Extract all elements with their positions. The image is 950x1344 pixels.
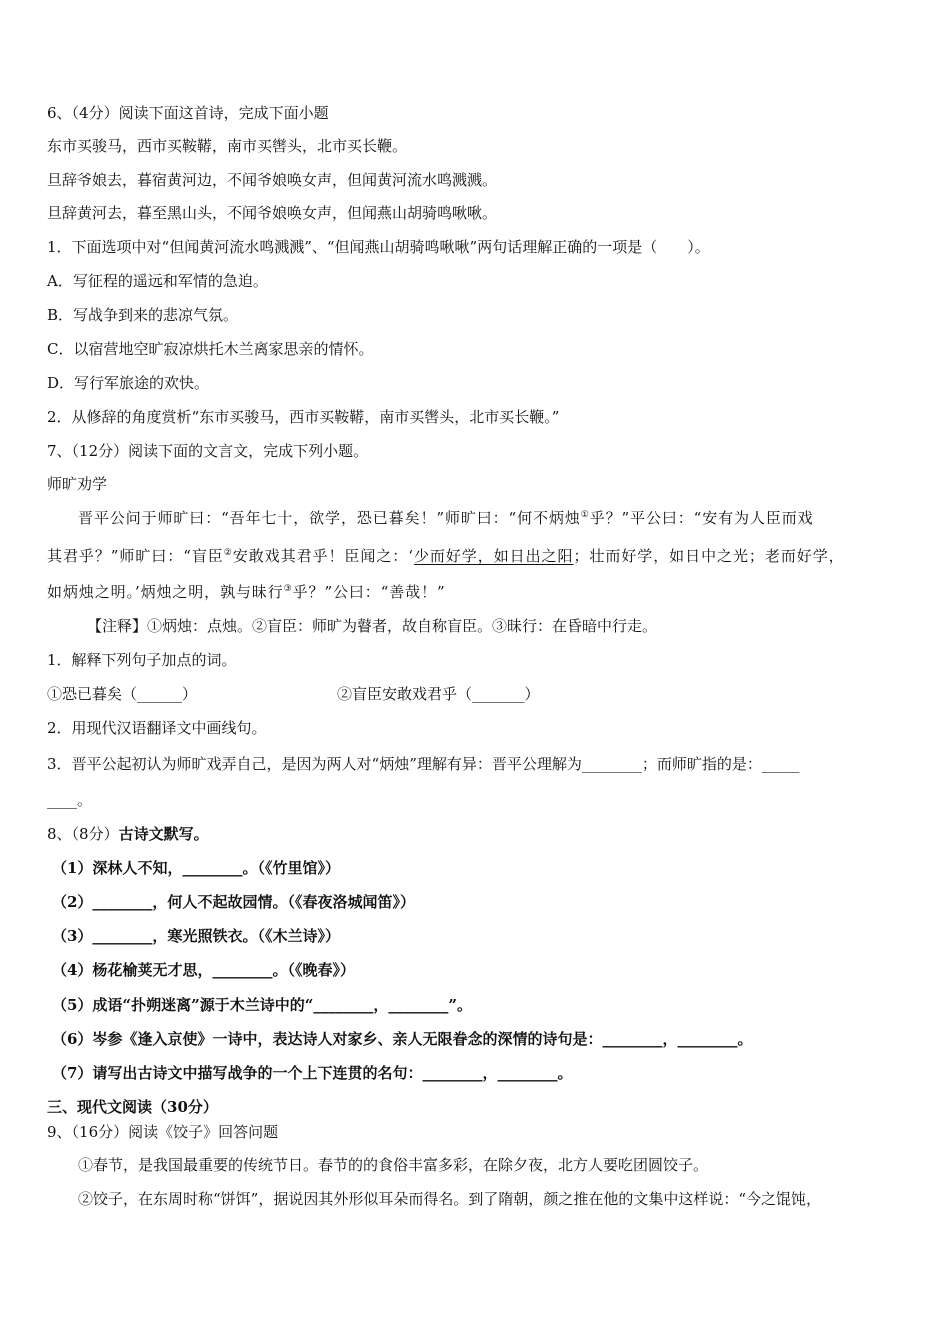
q9-paragraph-2: ②饺子，在东周时称“饼饵”，据说因其外形似耳朵而得名。到了隋朝，颜之推在他的文集中这样说：“今之馄饨， xyxy=(78,1190,822,1208)
q8-item-2: （2）________，何人不起故园情。（《春夜洛城闻笛》） xyxy=(52,893,415,911)
footnote-mark-2: ② xyxy=(223,548,233,558)
footnote-mark-3: ③ xyxy=(283,584,293,594)
q7-sub3-line-1: 3．晋平公起初认为师旷戏弄自己，是因为两人对“炳烛”理解有异：晋平公理解为________；而师旷指的是：_____ xyxy=(47,755,800,773)
q8-item-7: （7）请写出古诗文中描写战争的一个上下连贯的名句：________，________。 xyxy=(52,1064,573,1082)
q7-sub1: 1．解释下列句子加点的词。 xyxy=(47,651,237,669)
q8-header xyxy=(47,824,209,844)
q7-header: 7、（12分）阅读下面的文言文，完成下列小题。 xyxy=(47,442,369,460)
q7-passage-line-2 xyxy=(47,546,845,566)
passage-text: 安敢戏其君乎！臣闻之：‘ xyxy=(232,547,414,565)
q6-header: 6、（4分）阅读下面这首诗，完成下面小题 xyxy=(47,104,329,122)
q7-passage-line-3 xyxy=(47,582,446,602)
q9-paragraph-1: ①春节，是我国最重要的传统节日。春节的的食俗丰富多彩，在除夕夜，北方人要吃团圆饺子。 xyxy=(78,1156,709,1174)
passage-text: ；壮而好学，如日中之光；老而好学， xyxy=(573,547,845,565)
q7-sub2: 2．用现代汉语翻译文中画线句。 xyxy=(47,719,267,737)
underlined-sentence: 少而好学，如日出之阳 xyxy=(413,547,574,565)
q6-option-b: B．写战争到来的悲凉气氛。 xyxy=(47,306,239,324)
footnote-mark-1: ① xyxy=(580,510,590,520)
q8-item-1: （1）深林人不知，________。（《竹里馆》） xyxy=(52,859,340,877)
q8-item-5: （5）成语“扑朔迷离”源于木兰诗中的“________，________”。 xyxy=(52,996,472,1014)
passage-text: 晋平公问于师旷曰：“吾年七十，欲学，恐已暮矣！”师旷曰：“何不炳烛 xyxy=(78,509,581,527)
q9-header: 9、（16分）阅读《饺子》回答问题 xyxy=(47,1123,279,1141)
q7-sub1-item-a: ①恐已暮矣（______） xyxy=(47,685,198,703)
q8-item-3: （3）________，寒光照铁衣。（《木兰诗》） xyxy=(52,927,340,945)
passage-text: 如炳烛之明。’炳烛之明，孰与昧行 xyxy=(47,583,284,601)
q6-option-d: D．写行军旅途的欢快。 xyxy=(47,374,210,392)
q7-passage-title: 师旷劝学 xyxy=(47,475,108,493)
q8-header-score: 8、（8分） xyxy=(47,825,119,843)
q8-item-6: （6）岑参《逢入京使》一诗中，表达诗人对家乡、亲人无限眷念的深情的诗句是：________，________。 xyxy=(52,1030,753,1048)
passage-text: 乎？”公曰：“善哉！” xyxy=(292,583,446,601)
passage-text: 乎？”平公曰：“安有为人臣而戏 xyxy=(589,509,814,527)
poem-line-1: 东市买骏马，西市买鞍鞯，南市买辔头，北市买长鞭。 xyxy=(47,137,408,155)
q6-option-a: A．写征程的遥远和军情的急迫。 xyxy=(47,272,268,290)
poem-line-3: 旦辞黄河去，暮至黑山头，不闻爷娘唤女声，但闻燕山胡骑鸣啾啾。 xyxy=(47,204,498,222)
section-3-title: 三、现代文阅读（30分） xyxy=(47,1098,218,1116)
q7-notes: 【注释】①炳烛：点烛。②盲臣：师旷为瞽者，故自称盲臣。③昧行：在昏暗中行走。 xyxy=(87,617,658,635)
passage-text: 其君乎？”师旷曰：“盲臣 xyxy=(47,547,224,565)
q8-item-4: （4）杨花榆荚无才思，________。（《晚春》） xyxy=(52,961,355,979)
q7-sub3-line-2: ____。 xyxy=(47,791,93,809)
poem-line-2: 旦辞爷娘去，暮宿黄河边，不闻爷娘唤女声，但闻黄河流水鸣溅溅。 xyxy=(47,171,498,189)
q7-sub1-items xyxy=(47,684,927,704)
q6-sub1: 1．下面选项中对“但闻黄河流水鸣溅溅”、“但闻燕山胡骑鸣啾啾”两句话理解正确的一项是（ ）。 xyxy=(47,238,710,256)
q7-sub1-item-b: ②盲臣安敢戏君乎（_______） xyxy=(337,685,540,703)
q6-option-c: C．以宿营地空旷寂凉烘托木兰离家思亲的情怀。 xyxy=(47,340,374,358)
q8-header-title: 古诗文默写。 xyxy=(118,825,209,843)
q6-sub2: 2．从修辞的角度赏析“东市买骏马，西市买鞍鞯，南市买辔头，北市买长鞭。” xyxy=(47,408,560,426)
q7-passage-line-1 xyxy=(78,508,814,528)
